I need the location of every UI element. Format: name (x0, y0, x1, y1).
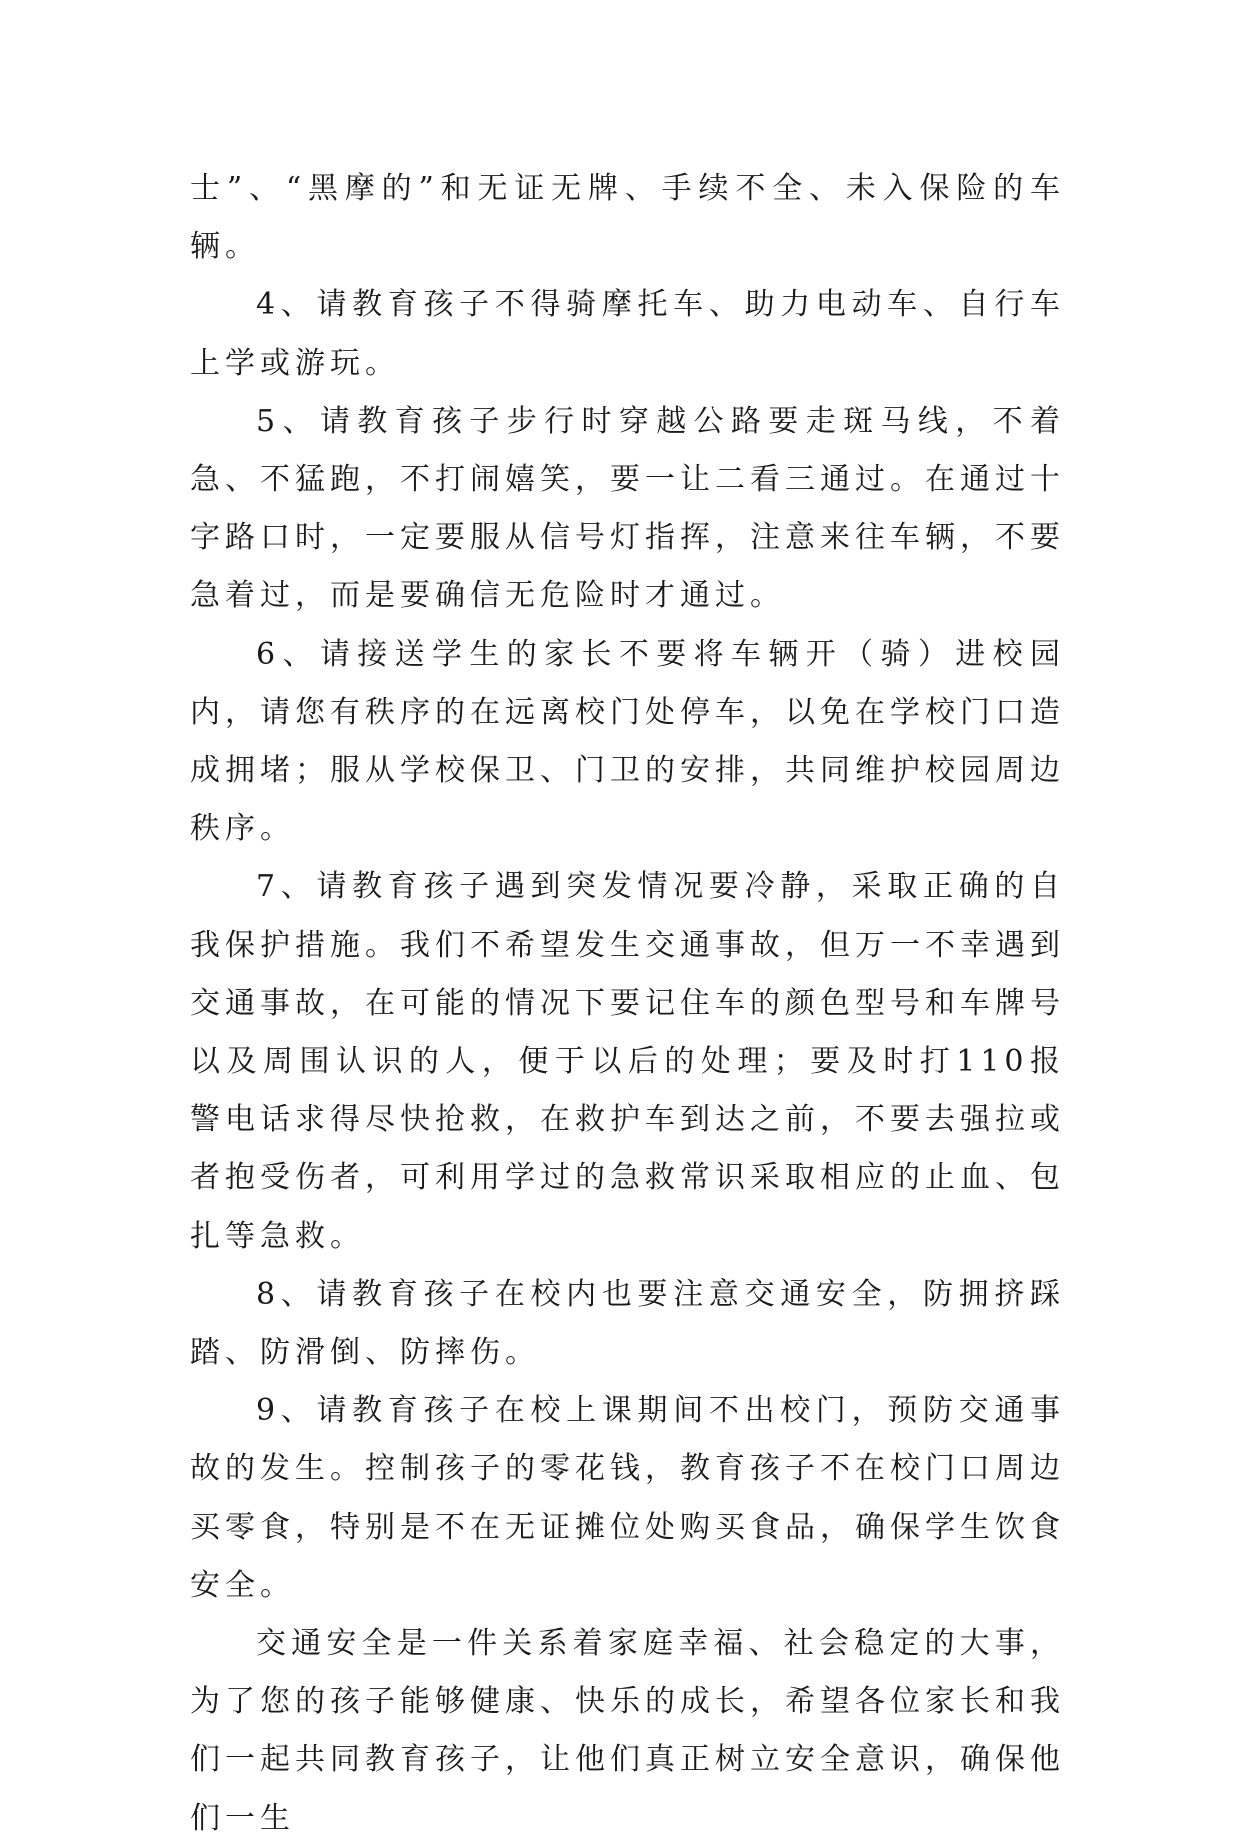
paragraph-item-5: 5、请教育孩子步行时穿越公路要走斑马线，不着急、不猛跑，不打闹嬉笑，要一让二看三通过。在通过十字路口时，一定要服从信号灯指挥，注意来往车辆，不要急着过，而是要确信无危险时才通过。 (190, 403, 1065, 614)
paragraph-continuation: 士”、“黑摩的”和无证无牌、手续不全、未入保险的车辆。 (190, 171, 1065, 265)
paragraph-closing: 交通安全是一件关系着家庭幸福、社会稳定的大事，为了您的孩子能够健康、快乐的成长，希望各位家长和我们一起共同教育孩子，让他们真正树立安全意识，确保他们一生 (190, 1626, 1065, 1836)
paragraph-item-8: 8、请教育孩子在校内也要注意交通安全，防拥挤踩踏、防滑倒、防摔伤。 (190, 1276, 1065, 1371)
paragraph-item-4: 4、请教育孩子不得骑摩托车、助力电动车、自行车上学或游玩。 (190, 287, 1065, 381)
document-body (190, 160, 1065, 1848)
paragraph-item-9: 9、请教育孩子在校上课期间不出校门，预防交通事故的发生。控制孩子的零花钱，教育孩子不在校门口周边买零食，特别是不在无证摊位处购买食品，确保学生饮食安全。 (190, 1393, 1065, 1603)
paragraph-item-6: 6、请接送学生的家长不要将车辆开（骑）进校园内，请您有秩序的在远离校门处停车，以免在学校门口造成拥堵；服从学校保卫、门卫的安排，共同维护校园周边秩序。 (190, 636, 1065, 847)
paragraph-item-7: 7、请教育孩子遇到突发情况要冷静，采取正确的自我保护措施。我们不希望发生交通事故，但万一不幸遇到交通事故，在可能的情况下要记住车的颜色型号和车牌号以及周围认识的人，便于以后的处理；要及时打110报警电话求得尽快抢救，在救护车到达之前，不要去强拉或者抱受伤者，可利用学过的急救常识采取相应的止血、包扎等急救。 (190, 869, 1065, 1254)
